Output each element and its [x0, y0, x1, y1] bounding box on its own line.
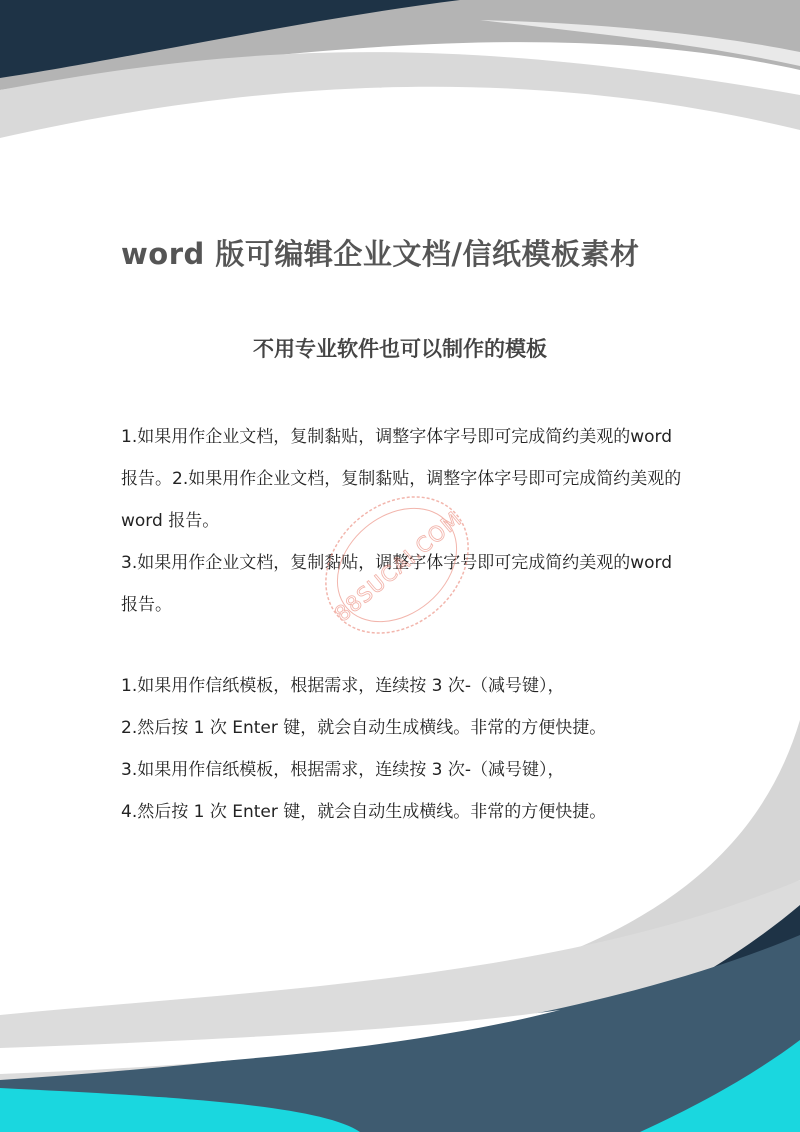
watermark-stamp: [310, 490, 485, 640]
watermark-text: 88SUCAI.COM: [330, 506, 467, 627]
instruction-line: 2.然后按 1 次 Enter 键，就会自动生成横线。非常的方便快捷。: [121, 718, 607, 738]
instruction-line: 4.然后按 1 次 Enter 键，就会自动生成横线。非常的方便快捷。: [121, 802, 607, 822]
document-title: word 版可编辑企业文档/信纸模板素材: [121, 237, 640, 271]
instruction-line: 3.如果用作信纸模板，根据需求，连续按 3 次-（减号键），: [121, 760, 565, 780]
paragraph: 3.如果用作企业文档，复制黏贴，调整字体字号即可完成简约美观的word 报告。: [121, 553, 673, 615]
paragraph: 1.如果用作企业文档，复制黏贴，调整字体字号即可完成简约美观的word 报告。2.如果用作企业文档，复制黏贴，调整字体字号即可完成简约美观的 word 报告。: [121, 427, 682, 531]
section-letter-template: [121, 665, 691, 833]
document-subtitle: 不用专业软件也可以制作的模板: [253, 337, 547, 361]
instruction-line: 1.如果用作信纸模板，根据需求，连续按 3 次-（减号键），: [121, 676, 565, 696]
